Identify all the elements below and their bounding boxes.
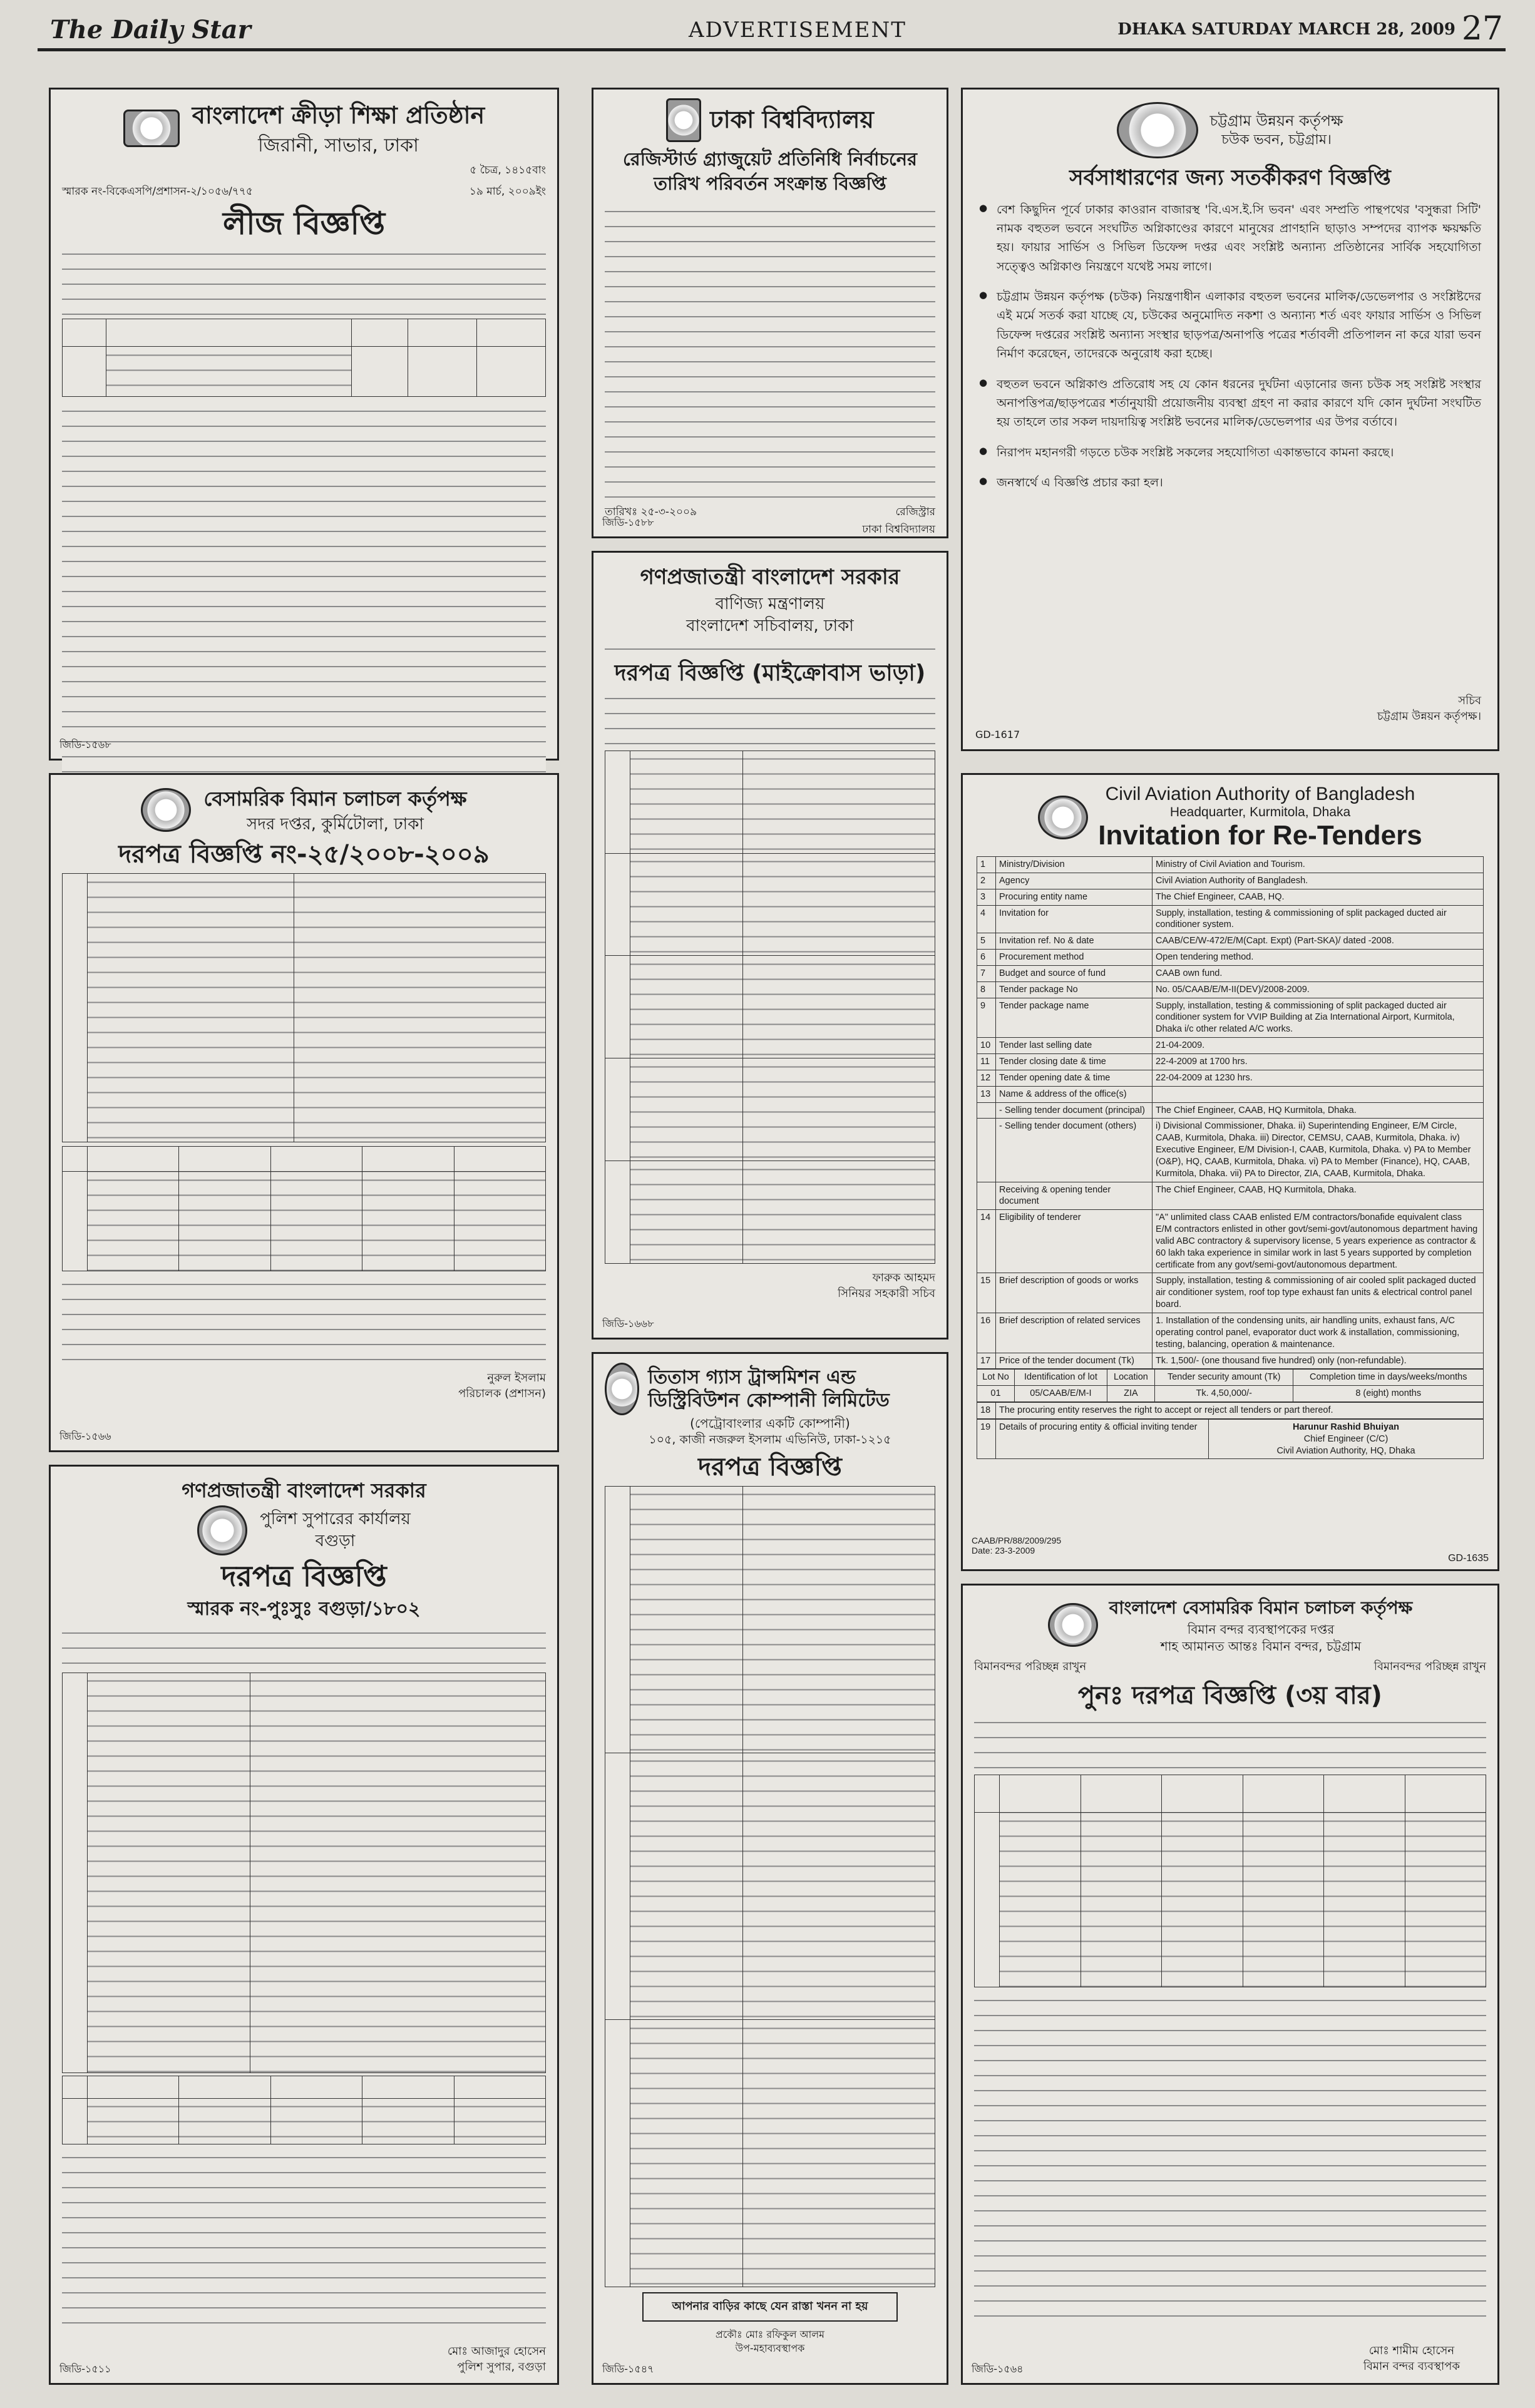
dateline: DHAKA SATURDAY MARCH 28, 2009: [1117, 20, 1455, 39]
tender-row: [977, 1086, 1484, 1102]
tender-row: [977, 1273, 1484, 1313]
tender-cell: 16: [977, 1313, 996, 1353]
tender-cell: Procuring entity name: [996, 889, 1153, 905]
tender-cell: Ministry of Civil Aviation and Tourism.: [1153, 857, 1484, 873]
ad-head: গণপ্রজাতন্ত্রী বাংলাদেশ সরকার: [182, 1478, 426, 1502]
ad-title: দরপত্র বিজ্ঞপ্তি নং-২৫/২০০৮-২০০৯: [118, 840, 490, 869]
ad-code: জিডি-১৫৮৮: [602, 516, 654, 528]
ad-address: চউক ভবন, চট্টগ্রাম।: [1221, 132, 1332, 148]
tender-cell: 8: [977, 981, 996, 998]
lot-cell: 8 (eight) months: [1293, 1386, 1484, 1402]
tender-row: [977, 1210, 1484, 1273]
tender-cell: Brief description of goods or works: [996, 1273, 1153, 1313]
tender-cell: Ministry/Division: [996, 857, 1153, 873]
tender-cell: 1: [977, 857, 996, 873]
tender-cell: 1. Installation of the condensing units, air handling units, exhaust fans, A/C operating control panel, evaporator duct work & installation, commissioning, testing, balancing, operation & maintenance.: [1153, 1313, 1484, 1353]
tender-row: [977, 933, 1484, 950]
ad-address: Headquarter, Kurmitola, Dhaka: [1169, 805, 1351, 819]
reserve-right-text: The procuring entity reserves the right to accept or reject all tenders or part thereof.: [996, 1403, 1484, 1419]
ad-head: গণপ্রজাতন্ত্রী বাংলাদেশ সরকার: [640, 565, 900, 590]
ad-org: বাংলাদেশ বেসামরিক বিমান চলাচল কর্তৃপক্ষ: [1109, 1597, 1413, 1618]
tender-cell: Receiving & opening tender document: [996, 1182, 1153, 1210]
ad-table: [62, 319, 546, 397]
tender-row: [977, 950, 1484, 966]
tender-cell: [977, 1182, 996, 1210]
ad-table: [62, 1673, 546, 2073]
bksp-logo-icon: [123, 110, 180, 147]
tender-cell: 12: [977, 1070, 996, 1086]
ad-title: রেজিস্টার্ড গ্র্যাজুয়েট প্রতিনিধি নির্বাচনের তারিখ পরিবর্তন সংক্রান্ত বিজ্ঞপ্তি: [623, 148, 917, 195]
tender-row: [977, 1119, 1484, 1182]
tender-cell: Invitation ref. No & date: [996, 933, 1153, 950]
tender-row: [977, 1102, 1484, 1119]
tender-cell: 22-4-2009 at 1700 hrs.: [1153, 1053, 1484, 1070]
lot-head: Location: [1107, 1370, 1154, 1386]
ad-code: GD-1617: [975, 729, 1020, 740]
ad-work-table: [62, 1146, 546, 1271]
bullet-item: ● চট্টগ্রাম উন্নয়ন কর্তৃপক্ষ (চউক) নিয়ন্ত্রণাধীন এলাকার বহুতল ভবনের মালিক/ডেভেলপার ও সংশ্লিষ্টদের এই মর্মে সতর্ক করা যাচ্ছে যে, চউকের অনুমোদিত নকশা ও অন্যান্য শর্ত এবং ফায়ার সার্ভিস ও সিভিল ডিফেন্স দপ্তরের সংশ্লিষ্ট অন্যান্য সংস্থার ছাড়পত্র/অনাপত্তি পত্রের শর্তাবলী প্রতিপালন না করে যারা ভবন নির্মাণ করেছেন, তাদেরকে অনুরোধ করা হচ্ছে।: [979, 287, 1481, 364]
ad-conditions-list: [974, 1992, 1486, 2318]
ad-title: সর্বসাধারণের জন্য সতর্কীকরণ বিজ্ঞপ্তি: [1069, 165, 1391, 190]
tender-cell: Tender opening date & time: [996, 1070, 1153, 1086]
lot-head: Tender security amount (Tk): [1155, 1370, 1293, 1386]
ad-code: জিডি-১৬৬৮: [602, 1318, 654, 1330]
tender-cell: - Selling tender document (principal): [996, 1102, 1153, 1119]
ad-caab-retender: [961, 773, 1499, 1571]
tender-cell: Tender package No: [996, 981, 1153, 998]
tender-cell: 7: [977, 965, 996, 981]
lot-cell: Tk. 4,50,000/-: [1155, 1386, 1293, 1402]
tender-cell: 15: [977, 1273, 996, 1313]
tender-cell: 17: [977, 1353, 996, 1369]
ad-slogans: বিমানবন্দর পরিচ্ছন্ন রাখুন বিমানবন্দর পরিচ্ছন্ন রাখুন: [974, 1660, 1486, 1673]
tender-row: [977, 857, 1484, 873]
lot-table: [977, 1369, 1484, 1402]
tender-cell: [977, 1119, 996, 1182]
tender-cell: [1153, 1086, 1484, 1102]
newspaper-logo: The Daily Star: [50, 15, 251, 44]
ad-table: [62, 873, 546, 1142]
ad-conditions-list: [62, 2149, 546, 2337]
tender-cell: 11: [977, 1053, 996, 1070]
ad-address: জিরানী, সাভার, ঢাকা: [258, 134, 419, 156]
lot-cell: ZIA: [1107, 1386, 1154, 1402]
row-label: Details of procuring entity & official inviting tender: [996, 1419, 1209, 1459]
ad-code: জিডি-১৫৬৬: [59, 1430, 111, 1442]
tender-cell: 22-04-2009 at 1230 hrs.: [1153, 1070, 1484, 1086]
tender-cell: 2: [977, 873, 996, 889]
ad-signature: মোঃ শামীম হোসেন বিমান বন্দর ব্যবস্থাপক: [1363, 2344, 1460, 2373]
ad-airport: শাহ আমানত আন্তঃ বিমান বন্দর, চট্টগ্রাম: [1160, 1639, 1362, 1654]
ad-title: Invitation for Re-Tenders: [1098, 820, 1422, 851]
tender-cell: The Chief Engineer, CAAB, HQ Kurmitola, Dhaka.: [1153, 1182, 1484, 1210]
ad-dhaka-university: [592, 88, 948, 538]
section-label: ADVERTISEMENT: [689, 18, 906, 43]
tender-cell: Tk. 1,500/- (one thousand five hundred) only (non-refundable).: [1153, 1353, 1484, 1369]
ad-police-bogra: [49, 1465, 559, 2385]
ad-intro-text: [605, 690, 935, 747]
ad-title: পুনঃ দরপত্র বিজ্ঞপ্তি (৩য় বার): [1078, 1681, 1382, 1710]
tender-row: [977, 1353, 1484, 1369]
ad-org: Civil Aviation Authority of Bangladesh: [1105, 784, 1415, 804]
tender-cell: Agency: [996, 873, 1153, 889]
ad-signature: মোঃ আজাদুর হোসেন পুলিশ সুপার, বগুড়া: [447, 2344, 546, 2374]
tender-cell: "A" unlimited class CAAB enlisted E/M contractors/bonafide equivalent class E/M contractors enlisted in other govt/semi-govt/autonomous department having valid ABC contractory & supervisory license, 5 years experience as contractor & 60 lakh taka experience in similar work in last 5 years supported by completion certificate from any govt/semi-govt/autonomous department.: [1153, 1210, 1484, 1273]
ad-commerce-ministry: [592, 551, 948, 1340]
tender-cell: Invitation for: [996, 905, 1153, 933]
masthead: [38, 10, 1506, 51]
ad-intro-text: [974, 1714, 1486, 1771]
ad-body-text: [605, 203, 935, 498]
cda-logo-icon: [1117, 102, 1198, 158]
ad-code: জিডি-১৫১১: [59, 2363, 111, 2375]
bullet-item: ● জনস্বার্থে এ বিজ্ঞপ্তি প্রচার করা হল।: [979, 473, 1481, 492]
ad-office: বিমান বন্দর ব্যবস্থাপকের দপ্তর: [1187, 1622, 1335, 1637]
tender-cell: Eligibility of tenderer: [996, 1210, 1153, 1273]
tender-row: [977, 1313, 1484, 1353]
tender-row: [977, 905, 1484, 933]
ad-code: GD-1635: [1448, 1553, 1489, 1564]
ad-ministry: বাণিজ্য মন্ত্রণালয়: [715, 594, 825, 613]
ad-bullets: [979, 200, 1481, 493]
tender-cell: CAAB own fund.: [1153, 965, 1484, 981]
ad-body-text: [62, 246, 546, 315]
caab-logo-icon: [141, 788, 191, 832]
du-logo-icon: [666, 98, 701, 142]
ad-memo: CAAB/PR/88/2009/295 Date: 23-3-2009: [972, 1535, 1062, 1555]
ad-office: পুলিশ সুপারের কার্যালয়: [260, 1509, 411, 1529]
ad-title: লীজ বিজ্ঞপ্তি: [222, 205, 386, 242]
ad-notice-box: আপনার বাড়ির কাছে যেন রাস্তা খনন না হয়: [642, 2292, 898, 2322]
tender-row: [977, 998, 1484, 1038]
ad-signature: নুরুল ইসলাম পরিচালক (প্রশাসন): [458, 1371, 546, 1401]
ad-title: দরপত্র বিজ্ঞপ্তি: [698, 1452, 842, 1482]
ad-sub: (পেট্রোবাংলার একটি কোম্পানী): [690, 1416, 850, 1431]
lot-cell: 05/CAAB/E/M-I: [1015, 1386, 1107, 1402]
ad-code: জিডি-১৫৬৪: [972, 2363, 1024, 2375]
tender-cell: 10: [977, 1038, 996, 1054]
ad-work-table: [62, 2076, 546, 2144]
tender-table: [977, 856, 1484, 1369]
tender-cell: i) Divisional Commissioner, Dhaka. ii) Superintending Engineer, E/M Circle, CAAB, Kurmitola, Dhaka. iii) Director, CEMSU, CAAB, Kurmitola, Dhaka. iv) Executive Engineer, E/M Division-I, CAAB, Kurmitola, Dhaka. v) PA to Member (O&P), HQ, CAAB, Kurmitola, Dhaka. vi) PA to Member (Finance), HQ, CAAB, Kurmitola, Dhaka. vii) PA to Director, ZIA, CAAB, Kurmitola, Dhaka.: [1153, 1119, 1484, 1182]
ad-address: সদর দপ্তর, কুর্মিটোলা, ঢাকা: [247, 815, 424, 834]
ad-memo-line: [605, 641, 935, 656]
tender-cell: 9: [977, 998, 996, 1038]
ad-table: [605, 1486, 935, 2287]
tender-cell: Procurement method: [996, 950, 1153, 966]
tender-cell: Open tendering method.: [1153, 950, 1484, 966]
police-logo-icon: [197, 1505, 247, 1555]
tender-cell: 14: [977, 1210, 996, 1273]
ad-memo-row: স্মারক নং-বিকেএসপি/প্রশাসন-২/১০৫৬/৭৭৫ ১৯ মার্চ, ২০০৯ইং: [62, 185, 546, 198]
ad-place: বগুড়া: [315, 1532, 356, 1550]
ad-org: চট্টগ্রাম উন্নয়ন কর্তৃপক্ষ: [1209, 111, 1343, 130]
tender-row: [977, 981, 1484, 998]
ad-address: ১০৫, কাজী নজরুল ইসলাম এভিনিউ, ঢাকা-১২১৫: [649, 1433, 891, 1447]
tender-cell: The Chief Engineer, CAAB, HQ.: [1153, 889, 1484, 905]
tender-cell: 3: [977, 889, 996, 905]
tender-row: [977, 1038, 1484, 1054]
tender-row: [977, 1182, 1484, 1210]
tender-cell: CAAB/CE/W-472/E/M(Capt. Expt) (Part-SKA)/ dated -2008.: [1153, 933, 1484, 950]
tender-row: [977, 1070, 1484, 1086]
lot-head: Lot No: [977, 1370, 1015, 1386]
tender-cell: - Selling tender document (others): [996, 1119, 1153, 1182]
tender-cell: Price of the tender document (Tk): [996, 1353, 1153, 1369]
tender-cell: Civil Aviation Authority of Bangladesh.: [1153, 873, 1484, 889]
titas-logo-icon: [605, 1363, 639, 1415]
ad-shah-amanat-airport: [961, 1584, 1499, 2385]
ad-code: জিডি-১৫৪৭: [602, 2363, 654, 2375]
ad-sign-row: তারিখঃ ২৫-৩-২০০৯ রেজিস্ট্রার ঢাকা বিশ্ববিদ্যালয়: [605, 506, 935, 536]
ad-org: বাংলাদেশ ক্রীড়া শিক্ষা প্রতিষ্ঠান: [192, 101, 485, 129]
tender-cell: No. 05/CAAB/E/M-II(DEV)/2008-2009.: [1153, 981, 1484, 998]
ad-intro-text: [62, 1625, 546, 1669]
ad-work-table: [974, 1775, 1486, 1987]
ad-title: দরপত্র বিজ্ঞপ্তি: [221, 1559, 387, 1593]
ad-date-row: ৫ চৈত্র, ১৪১৫বাং: [470, 164, 546, 177]
caab-logo-icon: [1048, 1603, 1098, 1647]
ad-code: জিডি-১৫৬৮: [59, 739, 111, 751]
bullet-item: ● বহুতল ভবনে অগ্নিকাণ্ড প্রতিরোধ সহ যে কোন ধরনের দুর্ঘটনা এড়ানোর জন্য চউক সহ সংশ্লিষ্ট সংস্থার অনাপত্তিপত্র/ছাড়পত্রের শর্তানুযায়ী প্রয়োজনীয় ব্যবস্থা গ্রহণ না করার কারণে যদি কোন দুর্ঘটনা সংঘটিত হয় তাহলে তার সকল দায়দায়িত্ব সংশ্লিষ্ট ভবনের মালিক/ডেভেলপার এর উপর বর্তাবে।: [979, 375, 1481, 432]
tender-cell: 5: [977, 933, 996, 950]
lot-cell: 01: [977, 1386, 1015, 1402]
tender-cell: 13: [977, 1086, 996, 1102]
ad-org: তিতাস গ্যাস ট্রান্সমিশন এন্ড ডিস্ট্রিবিউশন কোম্পানী লিমিটেড: [648, 1366, 890, 1411]
tender-cell: Tender package name: [996, 998, 1153, 1038]
ad-conditions-list: [62, 1276, 546, 1364]
tender-row: [977, 889, 1484, 905]
tender-cell: Name & address of the office(s): [996, 1086, 1153, 1102]
tender-table-tail: 19 Details of procuring entity & official inviting tender Harunur Rashid Bhuiyan Chief Engineer (C/C) Civil Aviation Authority, HQ, Dhaka: [977, 1419, 1484, 1460]
tender-cell: [977, 1102, 996, 1119]
ad-org: ঢাকা বিশ্ববিদ্যালয়: [710, 106, 874, 134]
tender-row: [977, 1053, 1484, 1070]
ad-bksp-lease: [49, 88, 559, 761]
tender-cell: Budget and source of fund: [996, 965, 1153, 981]
ad-signature: সচিব চট্টগ্রাম উন্নয়ন কর্তৃপক্ষ।: [1377, 694, 1481, 723]
page-number: 27: [1461, 10, 1503, 48]
tender-cell: Brief description of related services: [996, 1313, 1153, 1353]
bullet-item: ● বেশ কিছুদিন পূর্বে ঢাকার কাওরান বাজারস্থ 'বি.এস.ই.সি ভবন' এবং সম্প্রতি পান্থপথের 'বসুন্ধরা সিটি' নামক বহুতল ভবনে সংঘটিত অগ্নিকাণ্ডের কারণে মানুষের প্রাণহানি ছাড়াও সম্পদের ব্যাপক ক্ষয়ক্ষতি হয়। ফায়ার সার্ভিস ও সিভিল ডিফেন্স দপ্তর এবং সংশ্লিষ্ট অন্যান্য প্রতিষ্ঠানের সার্বিক সহযোগিতা সত্ত্বেও অগ্নিকাণ্ড নিয়ন্ত্রণে যথেষ্ট সময় লাগে।: [979, 200, 1481, 277]
tender-cell: Supply, installation, testing & commissioning of split packaged ducted air conditioner system for VVIP Building at Zia International Airport, Kurmitola, Dhaka i/c other related A/C works.: [1153, 998, 1484, 1038]
tender-cell: The Chief Engineer, CAAB, HQ Kurmitola, Dhaka.: [1153, 1102, 1484, 1119]
ad-conditions-list: [62, 403, 546, 804]
tender-cell: Supply, installation, testing & commissioning of split packaged ducted air conditioner system.: [1153, 905, 1484, 933]
ad-signature: প্রকৌঃ মোঃ রফিকুল আলম উপ-মহাব্যবস্থাপক: [715, 2328, 825, 2355]
tender-cell: 21-04-2009.: [1153, 1038, 1484, 1054]
tender-cell: Tender last selling date: [996, 1038, 1153, 1054]
tender-cell: Supply, installation, testing & commissioning of air cooled split packaged ducted air conditioner system, roof top type exhaust fan units & electrical control panel board.: [1153, 1273, 1484, 1313]
tender-row: [977, 873, 1484, 889]
ad-cda-warning: [961, 88, 1499, 751]
tender-cell: 6: [977, 950, 996, 966]
tender-row: [977, 965, 1484, 981]
tender-table-tail: 18 The procuring entity reserves the right to accept or reject all tenders or part thereof.: [977, 1402, 1484, 1419]
bullet-item: ● নিরাপদ মহানগরী গড়তে চউক সংশ্লিষ্ট সকলের সহযোগিতা একান্তভাবে কামনা করছে।: [979, 443, 1481, 462]
ad-memo: স্মারক নং-পুঃসুঃ বগুড়া/১৮০২: [187, 1598, 421, 1621]
tender-cell: 4: [977, 905, 996, 933]
tender-cell: Tender closing date & time: [996, 1053, 1153, 1070]
ad-title: দরপত্র বিজ্ঞপ্তি (মাইক্রোবাস ভাড়া): [614, 660, 926, 686]
ad-signature: ফারুক আহমদ সিনিয়র সহকারী সচিব: [838, 1271, 935, 1301]
ad-org: বেসামরিক বিমান চলাচল কর্তৃপক্ষ: [203, 787, 467, 811]
caab-logo-icon: [1038, 796, 1088, 839]
ad-table: [605, 751, 935, 1264]
ad-caab-bangla: [49, 773, 559, 1452]
ad-address: বাংলাদেশ সচিবালয়, ঢাকা: [686, 616, 854, 635]
ad-titas-gas: [592, 1352, 948, 2385]
lot-head: Completion time in days/weeks/months: [1293, 1370, 1484, 1386]
lot-head: Identification of lot: [1015, 1370, 1107, 1386]
